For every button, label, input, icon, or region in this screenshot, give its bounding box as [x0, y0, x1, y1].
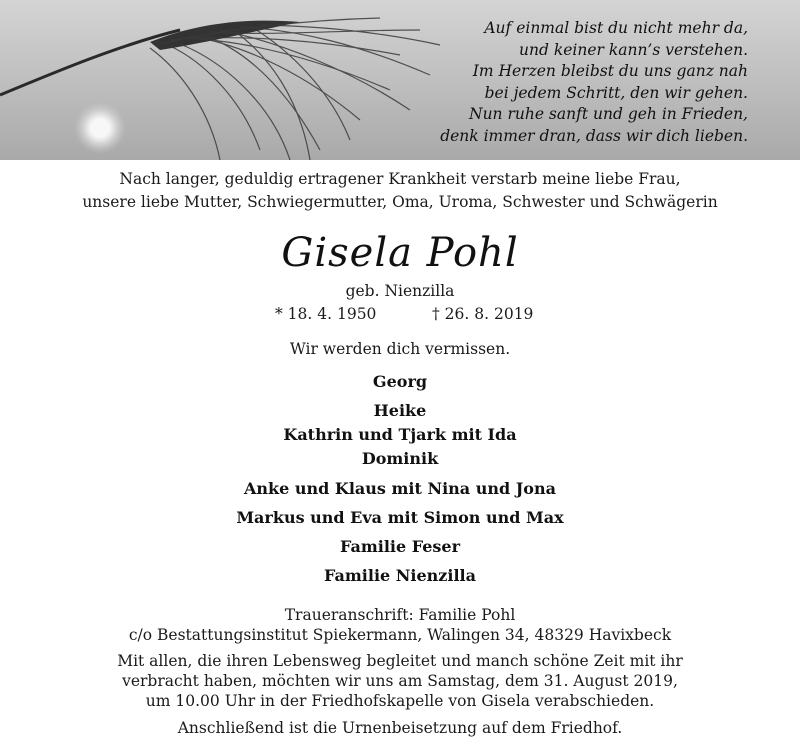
- address-line: c/o Bestattungsinstitut Spiekermann, Walingen 34, 48329 Havixbeck: [128, 626, 672, 644]
- mourner-markus: Markus und Eva mit Simon und Max: [236, 508, 564, 527]
- header-image: [0, 0, 800, 160]
- address-line: Traueranschrift: Familie Pohl: [284, 606, 516, 624]
- birth-date: * 18. 4. 1950: [275, 305, 377, 323]
- ceremony-line: Mit allen, die ihren Lebensweg begleitet und manch schöne Zeit mit ihr: [117, 652, 683, 670]
- missing-text: Wir werden dich vermissen.: [289, 340, 511, 358]
- poem-line: denk immer dran, dass wir dich lieben.: [440, 126, 748, 145]
- mourner-heike: Heike: [373, 401, 427, 420]
- poem-line: Nun ruhe sanft und geh in Frieden,: [469, 105, 748, 123]
- address-block: [0, 605, 800, 645]
- sun: [90, 118, 110, 138]
- poem-line: Auf einmal bist du nicht mehr da,: [484, 19, 748, 37]
- maiden-name: geb. Nienzilla: [345, 282, 455, 300]
- poem-line: bei jedem Schritt, den wir gehen.: [484, 83, 748, 102]
- mourner-familie-nienzilla: Familie Nienzilla: [324, 566, 476, 585]
- poem-line: und keiner kann’s verstehen.: [519, 40, 748, 59]
- mourner-georg: Georg: [372, 372, 428, 391]
- intro-text: [0, 168, 800, 214]
- mourner-anke: Anke und Klaus mit Nina und Jona: [244, 479, 556, 498]
- ceremony-line: verbracht haben, möchten wir uns am Samstag, dem 31. August 2019,: [122, 672, 678, 690]
- ceremony-block: [0, 651, 800, 711]
- poem: [440, 18, 748, 147]
- intro-line: Nach langer, geduldig ertragener Krankheit verstarb meine liebe Frau,: [119, 170, 681, 188]
- poem-line: Im Herzen bleibst du uns ganz nah: [472, 62, 748, 80]
- deceased-name: Gisela Pohl: [281, 230, 519, 276]
- mourner-familie-feser: Familie Feser: [339, 537, 461, 556]
- urn-burial-text: Anschließend ist die Urnenbeisetzung auf dem Friedhof.: [177, 719, 623, 737]
- mourner-dominik: Dominik: [361, 449, 439, 468]
- death-date: † 26. 8. 2019: [432, 305, 534, 323]
- mourner-kathrin: Kathrin und Tjark mit Ida: [283, 425, 517, 444]
- intro-line: unsere liebe Mutter, Schwiegermutter, Oma, Uroma, Schwester und Schwägerin: [82, 193, 718, 211]
- ceremony-line: um 10.00 Uhr in der Friedhofskapelle von Gisela verabschieden.: [145, 692, 655, 710]
